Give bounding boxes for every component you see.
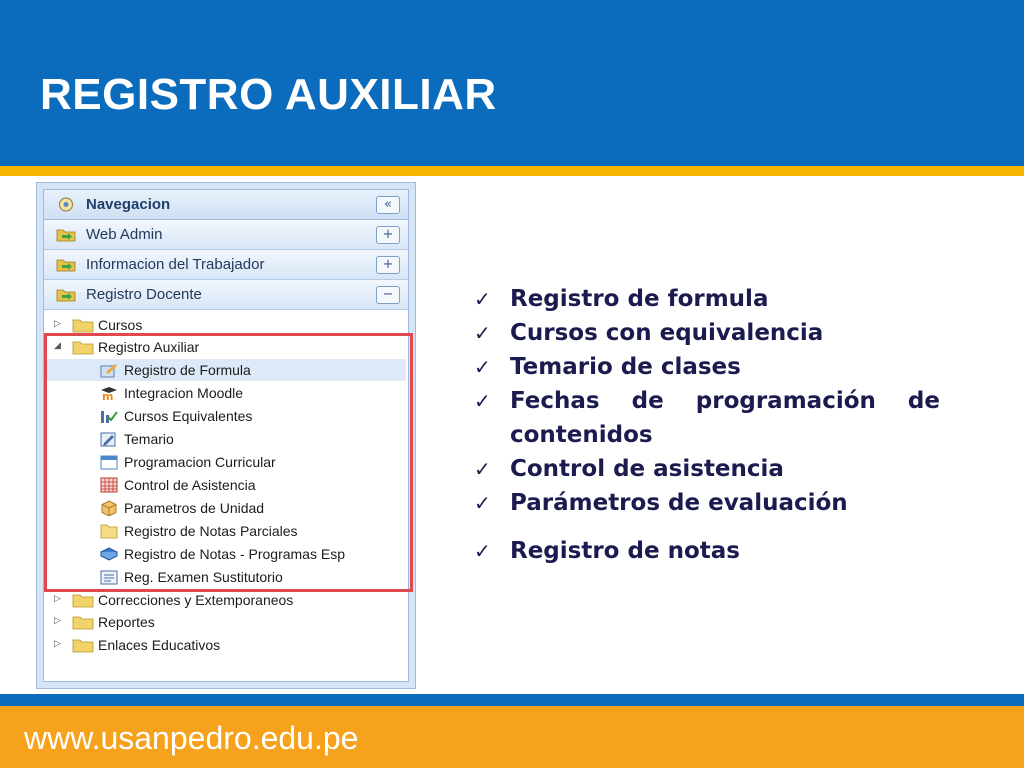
formula-icon bbox=[100, 362, 118, 378]
folder-arrow-icon bbox=[56, 257, 76, 272]
folder-icon bbox=[72, 615, 94, 630]
tree-label: Correcciones y Extemporaneos bbox=[98, 592, 294, 608]
book-icon bbox=[100, 546, 118, 562]
list-item: ✓ Registro de formula bbox=[474, 282, 940, 316]
tree-item-notas-parciales[interactable] bbox=[46, 520, 406, 542]
section-registro-docente[interactable] bbox=[44, 280, 408, 310]
expand-arrow-icon[interactable]: ▷ bbox=[54, 594, 61, 604]
tree-label: Reg. Examen Sustitutorio bbox=[124, 569, 283, 585]
checkmark-icon: ✓ bbox=[474, 389, 491, 413]
grid-icon bbox=[100, 477, 118, 493]
folder-arrow-icon bbox=[56, 287, 76, 302]
tree-label: Reportes bbox=[98, 614, 155, 630]
edit-icon bbox=[100, 431, 118, 447]
tree-item-integracion-moodle[interactable] bbox=[46, 382, 406, 404]
tree-item-reportes[interactable] bbox=[44, 611, 408, 633]
slide-title: REGISTRO AUXILIAR bbox=[40, 70, 497, 119]
footer-url: www.usanpedro.edu.pe bbox=[24, 720, 359, 756]
section-label: Web Admin bbox=[86, 226, 163, 243]
folder-icon bbox=[100, 523, 118, 539]
tree-label: Integracion Moodle bbox=[124, 385, 244, 401]
tree-item-control-asistencia[interactable] bbox=[46, 474, 406, 496]
tree-item-examen-sustitutorio[interactable] bbox=[46, 566, 406, 588]
section-informacion-trabajador[interactable] bbox=[44, 250, 408, 280]
checkmark-icon: ✓ bbox=[474, 287, 491, 311]
compass-icon bbox=[56, 197, 76, 212]
collapse-arrow-icon[interactable]: ◢ bbox=[54, 341, 61, 351]
tree-item-notas-programas[interactable] bbox=[46, 543, 406, 565]
header-accent-stripe bbox=[0, 166, 1024, 176]
tree-label: Registro de Notas - Programas Esp bbox=[124, 546, 345, 562]
expand-arrow-icon[interactable]: ▷ bbox=[54, 319, 61, 329]
tree-label: Parametros de Unidad bbox=[124, 500, 265, 516]
tree-item-parametros-unidad[interactable] bbox=[46, 497, 406, 519]
box-icon bbox=[100, 500, 118, 516]
list-item: ✓ Parámetros de evaluación bbox=[474, 486, 940, 520]
tree-item-programacion-curricular[interactable] bbox=[46, 451, 406, 473]
tree-item-cursos[interactable] bbox=[44, 314, 408, 336]
calendar-icon bbox=[100, 454, 118, 470]
navigation-header bbox=[44, 190, 408, 220]
chart-check-icon bbox=[100, 408, 118, 424]
tree-label: Registro Auxiliar bbox=[98, 339, 200, 355]
expand-button[interactable]: + bbox=[376, 256, 400, 274]
tree-item-temario[interactable] bbox=[46, 428, 406, 450]
tree-label: Registro de Formula bbox=[124, 362, 251, 378]
moodle-icon bbox=[100, 385, 118, 401]
navigation-panel-body bbox=[43, 189, 409, 682]
expand-arrow-icon[interactable]: ▷ bbox=[54, 616, 61, 626]
list-item: ✓ Temario de clases bbox=[474, 350, 940, 384]
folder-icon bbox=[72, 318, 94, 333]
folder-open-icon bbox=[72, 340, 94, 355]
checkmark-icon: ✓ bbox=[474, 491, 491, 515]
section-label: Informacion del Trabajador bbox=[86, 256, 265, 273]
tree-item-correcciones[interactable] bbox=[44, 589, 408, 611]
section-label: Registro Docente bbox=[86, 286, 202, 303]
checkmark-icon: ✓ bbox=[474, 355, 491, 379]
list-item: ✓ Registro de notas bbox=[474, 534, 940, 568]
feature-list bbox=[474, 282, 940, 568]
collapse-button[interactable]: − bbox=[376, 286, 400, 304]
checkmark-icon: ✓ bbox=[474, 457, 491, 481]
tree-label: Cursos bbox=[98, 317, 143, 333]
tree-item-registro-auxiliar[interactable] bbox=[44, 336, 408, 358]
folder-arrow-icon bbox=[56, 227, 76, 242]
expand-button[interactable]: + bbox=[376, 226, 400, 244]
tree-label: Programacion Curricular bbox=[124, 454, 276, 470]
tree-label: Enlaces Educativos bbox=[98, 637, 221, 653]
list-item: ✓ Cursos con equivalencia bbox=[474, 316, 940, 350]
navigation-title: Navegacion bbox=[86, 196, 171, 213]
navigation-panel bbox=[36, 182, 416, 689]
checkmark-icon: ✓ bbox=[474, 539, 491, 563]
svg-text:m: m bbox=[102, 390, 114, 401]
tree-label: Registro de Notas Parciales bbox=[124, 523, 298, 539]
checkmark-icon: ✓ bbox=[474, 321, 491, 345]
form-icon bbox=[100, 569, 118, 585]
tree-item-enlaces[interactable] bbox=[44, 634, 408, 656]
folder-icon bbox=[72, 638, 94, 653]
list-item: ✓ Control de asistencia bbox=[474, 452, 940, 486]
footer-accent-stripe bbox=[0, 694, 1024, 706]
tree-item-cursos-equivalentes[interactable] bbox=[46, 405, 406, 427]
tree-item-registro-formula[interactable] bbox=[46, 359, 406, 381]
tree-label: Cursos Equivalentes bbox=[124, 408, 253, 424]
tree-label: Temario bbox=[124, 431, 174, 447]
tree-label: Control de Asistencia bbox=[124, 477, 256, 493]
section-web-admin[interactable] bbox=[44, 220, 408, 250]
expand-arrow-icon[interactable]: ▷ bbox=[54, 639, 61, 649]
collapse-panel-button[interactable]: « bbox=[376, 196, 400, 214]
folder-icon bbox=[72, 593, 94, 608]
list-item: ✓ Fechas de programación de contenidos bbox=[474, 384, 940, 452]
